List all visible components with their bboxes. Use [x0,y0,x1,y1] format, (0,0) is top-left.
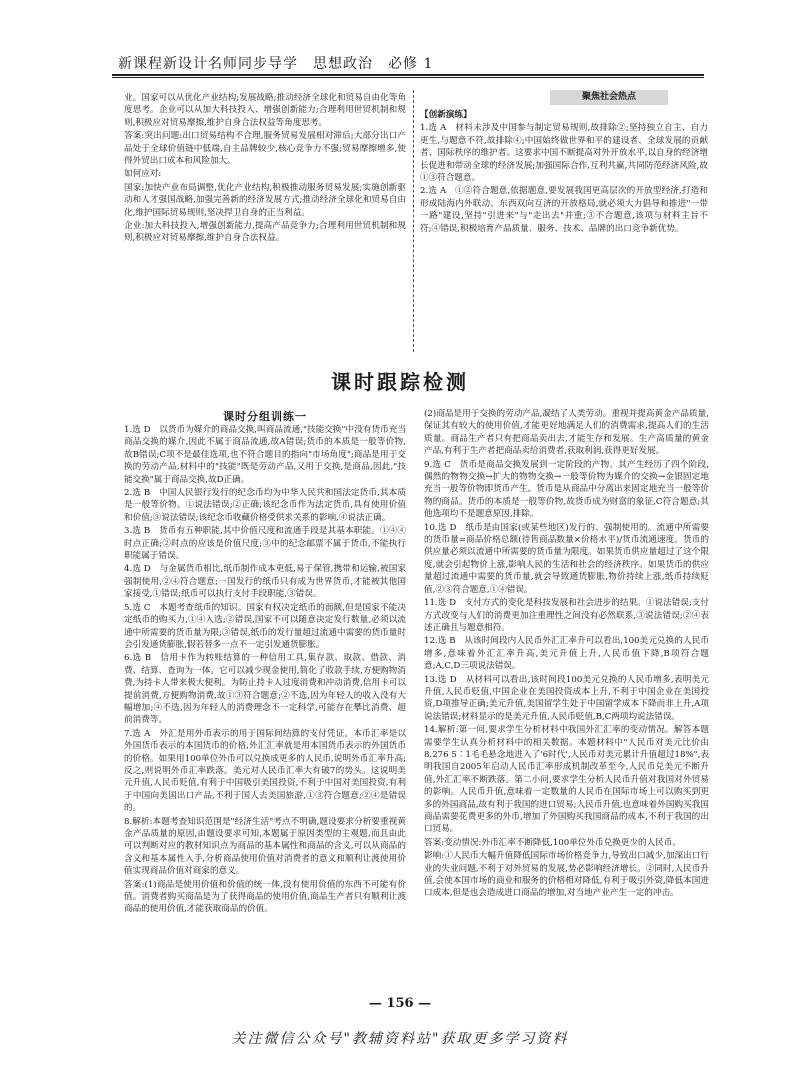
answer-item: 14.解析:第一问,要求学生分析材料中我国外汇汇率的变动情况。解答本题需要学生认真分析材料中的相关数据。本题材料中"人民币对美元比价由8.276 5∶1毛毛悬念地进入了'6时代',人民币对美元累计升值超过18%",表明我国自2005年启动人民币汇率形成机制改革至今,人民币兑美元不断升值,外汇汇率不断跌落。第二小问,要求学生分析人民币升值对我国对外贸易的影响。人民币升值,意味着一定数量的人民币在国际市场上可以购买到更多的外国商品,故有利于我国的进口贸易;人民币升值,也意味着外国购买我国商品需要花费更多的外币,增加了外国购买我国商品的成本,不利于我国的出口贸易。 [424,725,709,835]
top-left-block [124,92,406,354]
focus-hot-topics-banner: 聚焦社会热点 [550,90,668,105]
answer-item: 答案:变动情况:外币汇率不断降低,100单位外币兑换更少的人民币。 [424,837,681,848]
answer-item: 3.选 B 货币有五种职能,其中价值尺度和流通手段是其基本职能。①④④时点正确;②时点的应该是价值尺度;③中的纪念邮票不属于货币,不能执行职能属于错误。 [124,526,406,562]
answer-item: 2.选 A ①②符合题意,依据题意,要发展我国更高层次的开放型经济,打造和形成陆海内外联动、东西双向互济的开放格局,就必须大力倡导和推进"一带一路"建设,坚持"引进来"与"走出去"并重;③不合题意,该项与材料主旨不符;④错误,积极培育产品质量、服务、技术、品牌的出口竞争新优势。 [420,186,708,234]
answer-item: 10.选 D 纸币是由国家(或某些地区)发行的、强制使用的。流通中所需要的货币量=商品价格总额(待售商品数量×价格水平)/货币流通速度。货币的供应量必须以流通中所需要的货币量为限度。如果货币供应量超过了这个限度,就会引起物价上涨,影响人民的生活和社会的经济秩序。如果货币的供应量超过流通中需要的货币量,就会导致通货膨胀,物价持续上涨,纸币持续贬值,②③符合题意,①④错误。 [424,522,709,595]
answer-item: 4.选 D 与金属货币相比,纸币制作成本更低,易于保管,携带和运输,被国家强制使用,②④符合题意;一国发行的纸币只有成为世界货币,才能被其他国家接受,①错误;纸币可以执行支付手段职能,③错误。 [124,564,406,600]
answer-item: 8.解析:本题考查知识范围是"经济生活"考点不明确,题设要求分析要重视黄金产品质量的原因,由题设要求可知,本题属于原因类型的主观题,而且由此可以判断对应的教材知识点为商品的基本属性和商品的含义,可以从商品的含义和基本属性入手,分析商品使用价值对消费者的意义和顺利让渡使用价值实现商品价值对商家的意义。 [124,816,406,877]
left-column [124,424,406,984]
answer-item: 11.选 D 支付方式的变化是科技发展和社会进步的结果。①说法错误;支付方式改变与人们的消费更加注重理性之间没有必然联系,③说法错误;②④表述正确且与题意相符。 [424,598,709,633]
page-number: — 156 — [368,996,432,1011]
top-right-block [420,109,708,354]
answer-item: 13.选 D 从材料可以看出,该时间段100美元兑换的人民币增多,表明美元升值,人民币贬值,中国企业在美国投资成本上升,不利于中国企业在美国投资,D项推导正确;美元升值,美国留学生处于中国留学成本下降而非上升,A项说法错误;材料显示的是美元升值,人民币贬值,B,C两项均说法错误。 [424,674,709,722]
answer-item: 影响:①人民币大幅升值降低国际市场价格竞争力,导致出口减少,加深出口行业的失业问题,不利于对外贸易的发展,势必影响经济增长。②同时,人民币升值,会使本国市场的商业和服务的价格相对降低,有利于吸引外资,降低本国进口成本,但是也会造成进口商品的增加,对当地产业产生一定的冲击。 [424,851,709,899]
footer-note: 关注微信公众号"教辅资料站"获取更多学习资料 [231,1031,569,1047]
running-header: 新课程新设计名师同步导学 思想政治 必修 1 [118,56,434,72]
column-divider [413,90,414,352]
header-rule [112,74,704,76]
answer-item: 9.选 C 货币是商品交换发展到一定阶段的产物。其产生经历了四个阶段,偶然的物物交换→扩大的物物交换→一般等价物为媒介的交换→金银固定地充当一般等价物即货币产生。货币是从商品中分离出来固定地充当一般等价物的商品。货币的本质是一般等价物,故货币成为财富的象征,C符合题意;其他选项均不是题意原因,排除。 [424,459,709,520]
answer-item: 2.选 B 中国人民银行发行的纪念币均为中华人民共和国法定货币,其本质是一般等价物。①说法错误;②正确;该纪念币作为法定货币,具有使用价值和价值;③说法错误;该纪念币收藏价格受供求关系的影响,④说法正确。 [124,488,406,523]
header-rule-thin [112,77,704,78]
section-title: 课时跟踪检测 [331,370,469,394]
answer-item: 1.选 A 材料未涉及中国参与制定贸易规则,故排除②;坚持独立自主、自力更生,与题意不符,故排除④;中国始终做世界和平的建设者、全球发展的贡献者、国际秩序的维护者。这要求中国不断提高对外开放水平,以自身的经济增长促进和带动全球的经济发展;加强国际合作,互利共赢,共同防范经济风险,故①③符合题意。 [420,123,708,184]
paragraph: 企业:加大科技投入,增强创新能力,提高产品竞争力;合理利用世贸机制和规则,积极应对贸易摩擦,维护自身合法权益。 [124,221,406,244]
paragraph: 如何应对: [124,169,162,180]
answer-item: 答案:(1)商品是使用价值和价值的统一体,没有使用价值的东西不可能有价值。消费者购买商品是为了获得商品的使用价值,商品生产者只有顺利让渡商品的使用价值,才能获取商品的价值。 [124,879,406,915]
answer-item: (2)商品是用于交换的劳动产品,凝结了人类劳动。重视并提高黄金产品质量,保证其有较大的使用价值,才能更好地满足人们的消费需求,提高人们的生活质量。商品生产者只有把商品卖出去,才能生存和发展。生产高质量的黄金产品,有利于生产者把商品卖给消费者,获取利润,获得更好发展。 [424,409,709,457]
answer-item: 1.选 D 以货币为媒介的商品交换,叫商品流通,"技能交换"中没有货币充当商品交换的媒介,因此不属于商品流通,故A错误;货币的本质是一般等价物,故B错误;C项不是最佳选项,也不符合题目的指向"市场角度";商品是用于交换的劳动产品,材料中的"技能"既是劳动产品,又用于交换,是商品,因此,"技能交换"属于商品交换,故D正确。 [124,425,406,485]
answer-item: 7.选 A 外汇是用外币表示的用于国际间结算的支付凭证。本币汇率是以外国货币表示的本国货币的价格,外汇汇率就是用本国货币表示的外国货币的价格。如果用100单位外币可以兑换成更多的人民币,说明外币汇率升高;反之,则说明外币汇率跌落。美元对人民币汇率大有破7的势头。这说明美元升值,人民币贬值,有利于中国吸引美国投资,不利于中国对美国投资,有利于中国向美国出口产品,不利于国人去美国旅游,①③符合题意;②④是错误的。 [124,728,406,814]
answer-paragraph: 答案:突出问题:出口贸易结构不合理,服务贸易发展相对滞后;大部分出口产品处于全球价值链中低端,自主品牌较少,核心竞争力不强;贸易摩擦增多,使得外贸出口成本和风险加大。 [124,131,406,167]
answer-item: 6.选 B 信用卡作为转账结算的一种信用工具,集存款、取款、借款、消费、结算、查询为一体。它可以减少现金使用,简化了收款手续,方便购物消费,为持卡人带来极大便利。为防止持卡人过度消费和冲动消费,信用卡可以提前消费,方便购物消费,故①③符合题意;②不选,因为年轻人的收入没有大幅增加;④不选,因为年轻人的消费理念不一定科学,可能存在攀比消费、超前消费等。 [124,653,406,726]
answer-item: 12.选 B 从该时间段内人民币外汇汇率升可以看出,100美元兑换的人民币增多,意味着外汇汇率升高,美元升值上升,人民币值下降,B项符合题意;A,C,D三项说法错误。 [424,636,709,672]
innovation-practice-label: 【创新演练】 [420,110,472,120]
right-column [424,408,709,984]
paragraph: 业。国家可以从优化产业结构;发展战略;推动经济全球化和贸易自由化等角度思考。企业可以从加大科技投入、增强创新能力;合理利用世贸机制和规则,积极应对贸易摩擦,维护自身合法权益等角度思考。 [124,93,406,128]
answer-item: 5.选 C 本题考查纸币的知识。国家有权决定纸币的面额,但是国家不能决定纸币的购买力,①④入选;②错误,国家不可以随意决定发行数量,必须以流通中所需要的货币量为限;③错误,纸币的发行量超过流通中需要的货币量时会引发通货膨胀,假若替多一点不一定引发通货膨胀。 [124,602,406,650]
paragraph: 国家:加快产业布局调整,优化产业结构,积极推动服务贸易发展;实施创新驱动和人才强国战略,加强完善新的经济发展方式;推动经济全球化和贸易自由化,维护国际贸易规则,坚决捍卫自身的正当利益。 [124,182,406,218]
sub-title: 课时分组训练一 [223,410,307,423]
